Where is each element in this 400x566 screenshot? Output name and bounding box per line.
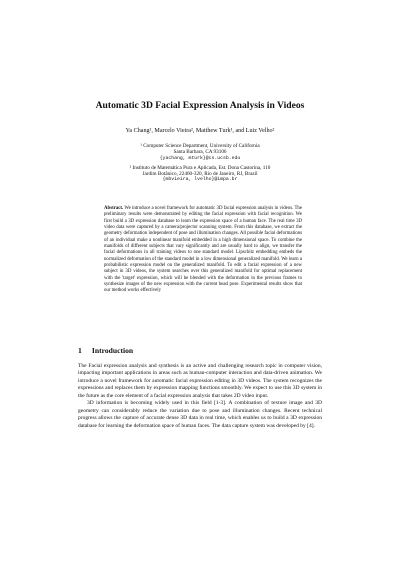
abstract [104, 206, 302, 295]
section-title: Introduction [91, 346, 134, 355]
abstract-label: Abstract. [104, 206, 124, 211]
affiliation-2-emails: {mbvieira, lvelho}@impa.br [162, 177, 238, 183]
affiliation-2-line-1: ² Instituto de Matemática Pura e Aplicada, Est. Dona Castorina, 110 [129, 164, 271, 171]
author-list: Ya Chang¹, Marcelo Vieira², Matthew Turk¹, and Luiz Velho² [125, 128, 275, 134]
section-heading [78, 346, 318, 356]
paper-title: Automatic 3D Facial Expression Analysis in Videos [95, 100, 305, 111]
intro-paragraph-1: The Facial expression analysis and synthesis is an active and challenging research topic in computer vision, impacting important applications in areas such as human-computer interaction and data-driven animation. We introduce a novel framework for automatic facial expression editing in 3D videos. The system recognizes the expressions and replaces them by expression mapping functions smoothly. We expect to use this 3D system in the future as the core element of a facial expression analysis that takes 2D video input. [78, 363, 322, 399]
affiliation-1-emails: {yachang, mturk}@cs.ucsb.edu [159, 155, 241, 161]
intro-paragraph-2: 3D information is becoming widely used in this field [1-3]. A combination of texture image and 3D geometry can considerably reduce the variation due to pose and illumination changes. Recent technical progress allows the capture of accurate dense 3D data in real time, which enables us to build a 3D expression database for learning the deformation space of human faces. The data capture system was developed by [4]. [78, 400, 322, 429]
affiliations [90, 143, 310, 184]
affiliation-1-line-2: Santa Barbara, CA 93106 [173, 149, 227, 156]
introduction-body [78, 363, 322, 430]
affiliation-1-line-1: ¹ Computer Science Department, University of California [140, 143, 260, 149]
abstract-text: We introduce a novel framework for automatic 3D facial expression analysis in videos. The preliminary results were demonstrated by editing the facial expression with facial recognition. We first build a 3D expression database to learn the expression space of a human face. The real time 3D video data were captured by a camera/projector scanning system. From this database, we extract the geometry deformation independent of pose and illumination changes. All possible facial deformations of an individual make a nonlinear manifold embedded in a high dimensional space. To combine the manifolds of different subjects that vary significantly and are usually hard to align, we transfer the facial deformations in all training videos to one standard model. Lipschitz embedding embeds the normalized deformation of the standard model in a low dimensional generalized manifold. We learn a probabilistic expression model on the generalized manifold. To edit a facial expression of a new subject in 3D videos, the system searches over this generalized manifold for optimal replacement with the 'target' expression, which will be blended with the deformation in the previous frames to synthesize images of the new expression with the current head pose. Experimental results show that our method works effectively [104, 206, 303, 294]
affiliation-2-line-2: Jardim Botânico, 22460-320, Rio de Janeiro, RJ, Brazil [142, 171, 258, 178]
section-number: 1 [78, 346, 82, 355]
